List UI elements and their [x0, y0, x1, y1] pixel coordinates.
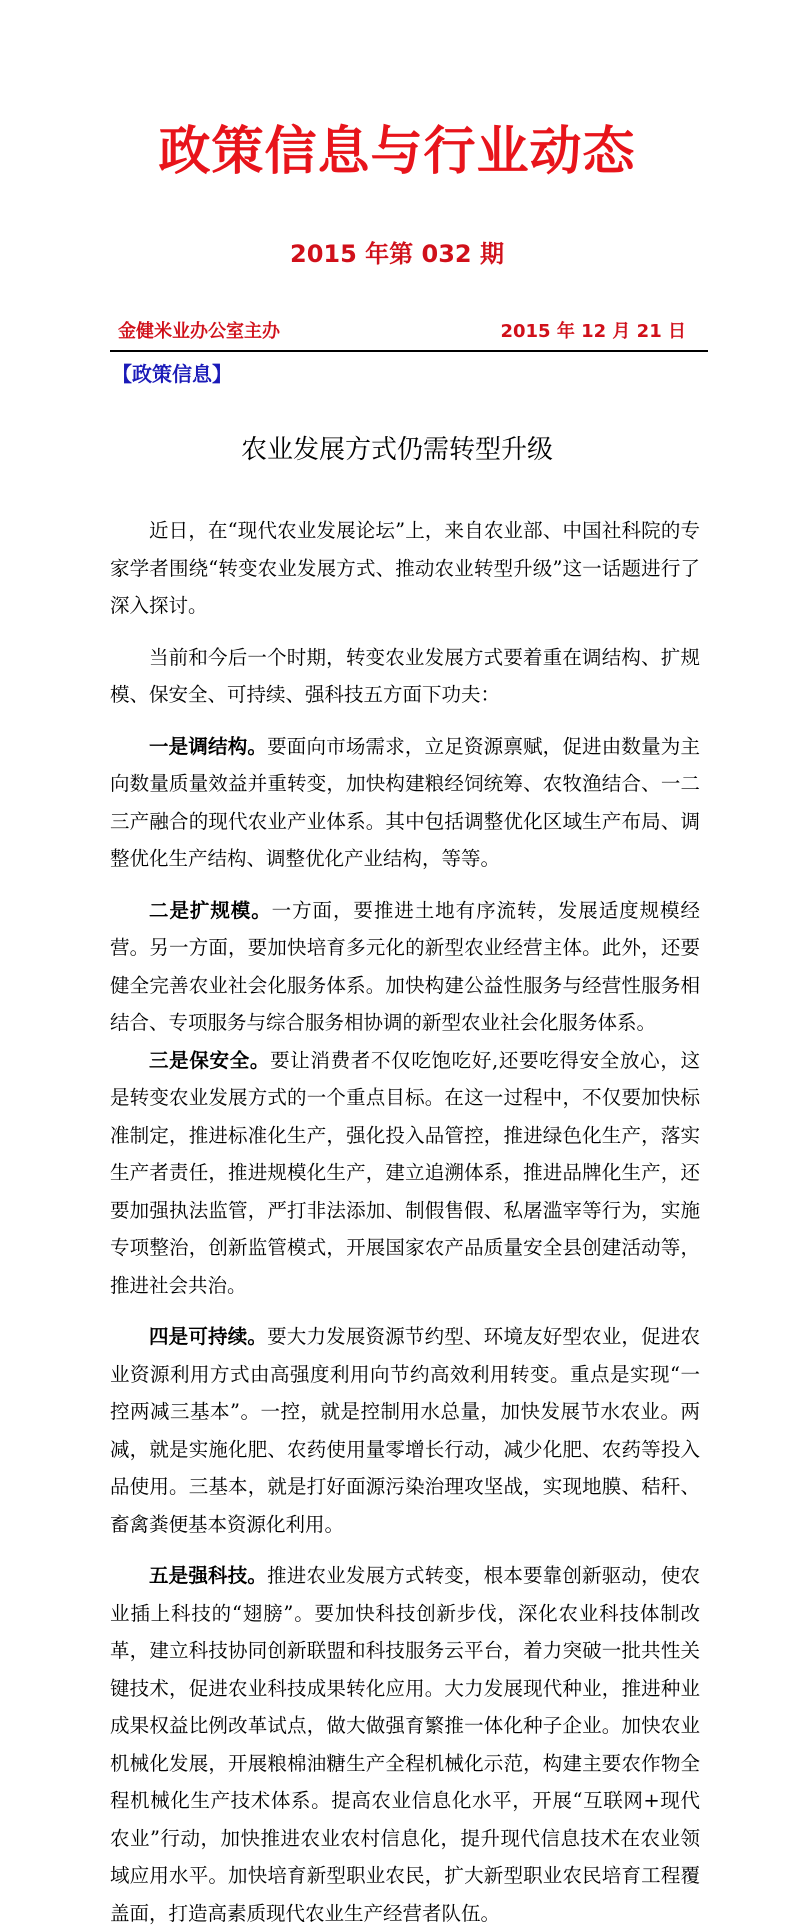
- section-label: 【政策信息】: [112, 362, 232, 386]
- point-lead: 三是保安全。: [149, 1048, 271, 1072]
- intro-paragraph-2: 当前和今后一个时期，转变农业发展方式要着重在调结构、扩规模、保安全、可持续、强科技五方面下功夫：: [110, 645, 700, 706]
- point-text: 要大力发展资源节约型、环境友好型农业，促进农业资源利用方式由高强度利用向节约高效利用转变。重点是实现“一控两减三基本”。一控，就是控制用水总量，加快发展节水农业。两减，就是实施化肥、农药使用量零增长行动，减少化肥、农药等投入品使用。三基本，就是打好面源污染治理攻坚战，实现地膜、秸秆、畜禽粪便基本资源化利用。: [110, 1325, 700, 1536]
- masthead-row: [110, 318, 694, 346]
- point-text: 推进农业发展方式转变，根本要靠创新驱动，使农业插上科技的“翅膀”。要加快科技创新步伐，深化农业科技体制改革，建立科技协同创新联盟和科技服务云平台，着力突破一批共性关键技术，促进农业科技成果转化应用。大力发展现代种业，推进种业成果权益比例改革试点，做大做强育繁推一体化种子企业。加快农业机械化发展，开展粮棉油糖生产全程机械化示范，构建主要农作物全程机械化生产技术体系。提高农业信息化水平，开展“互联网+现代农业”行动，加快推进农业农村信息化，提升现代信息技术在农业领域应用水平。加快培育新型职业农民，扩大新型职业农民培育工程覆盖面，打造高素质现代农业生产经营者队伍。: [110, 1564, 700, 1925]
- point-paragraph-4: [110, 1318, 700, 1543]
- article-body: [110, 512, 700, 1932]
- header-divider: [110, 350, 708, 352]
- issue-number: 2015 年第 032 期: [290, 240, 504, 268]
- point-lead: 二是扩规模。: [149, 898, 272, 922]
- point-text: 要面向市场需求，立足资源禀赋，促进由数量为主向数量质量效益并重转变，加快构建粮经饲统筹、农牧渔结合、一二三产融合的现代农业产业体系。其中包括调整优化区域生产布局、调整优化生产结构、调整优化产业结构，等等。: [110, 734, 700, 870]
- point-text: 要让消费者不仅吃饱吃好,还要吃得安全放心，这是转变农业发展方式的一个重点目标。在这一过程中，不仅要加快标准制定，推进标准化生产，强化投入品管控，推进绿色化生产，落实生产者责任，推进规模化生产，建立追溯体系，推进品牌化生产，还要加强执法监管，严打非法添加、制假售假、私屠滥宰等行为，实施专项整治，创新监管模式，开展国家农产品质量安全县创建活动等，推进社会共治。: [110, 1048, 700, 1297]
- newsletter-title: 政策信息与行业动态: [158, 122, 636, 182]
- point-lead: 一是调结构。: [149, 734, 268, 758]
- publisher: 金健米业办公室主办: [118, 321, 280, 342]
- intro-paragraph-1: 近日，在“现代农业发展论坛”上，来自农业部、中国社科院的专家学者围绕“转变农业发展方式、推动农业转型升级”这一话题进行了深入探讨。: [110, 519, 700, 617]
- point-paragraph-3: [110, 1042, 700, 1305]
- point-paragraph-1: [110, 728, 700, 878]
- article-title: 农业发展方式仍需转型升级: [240, 435, 553, 465]
- point-lead: 四是可持续。: [149, 1325, 268, 1348]
- point-paragraph-5: [110, 1557, 700, 1932]
- point-paragraph-2: [110, 892, 700, 1042]
- point-text: 一方面，要推进土地有序流转，发展适度规模经营。另一方面，要加快培育多元化的新型农业经营主体。此外，还要健全完善农业社会化服务体系。加快构建公益性服务与经营性服务相结合、专项服务与综合服务相协调的新型农业社会化服务体系。: [110, 898, 700, 1034]
- publish-date: 2015 年 12 月 21 日: [500, 321, 686, 342]
- point-lead: 五是强科技。: [149, 1564, 268, 1587]
